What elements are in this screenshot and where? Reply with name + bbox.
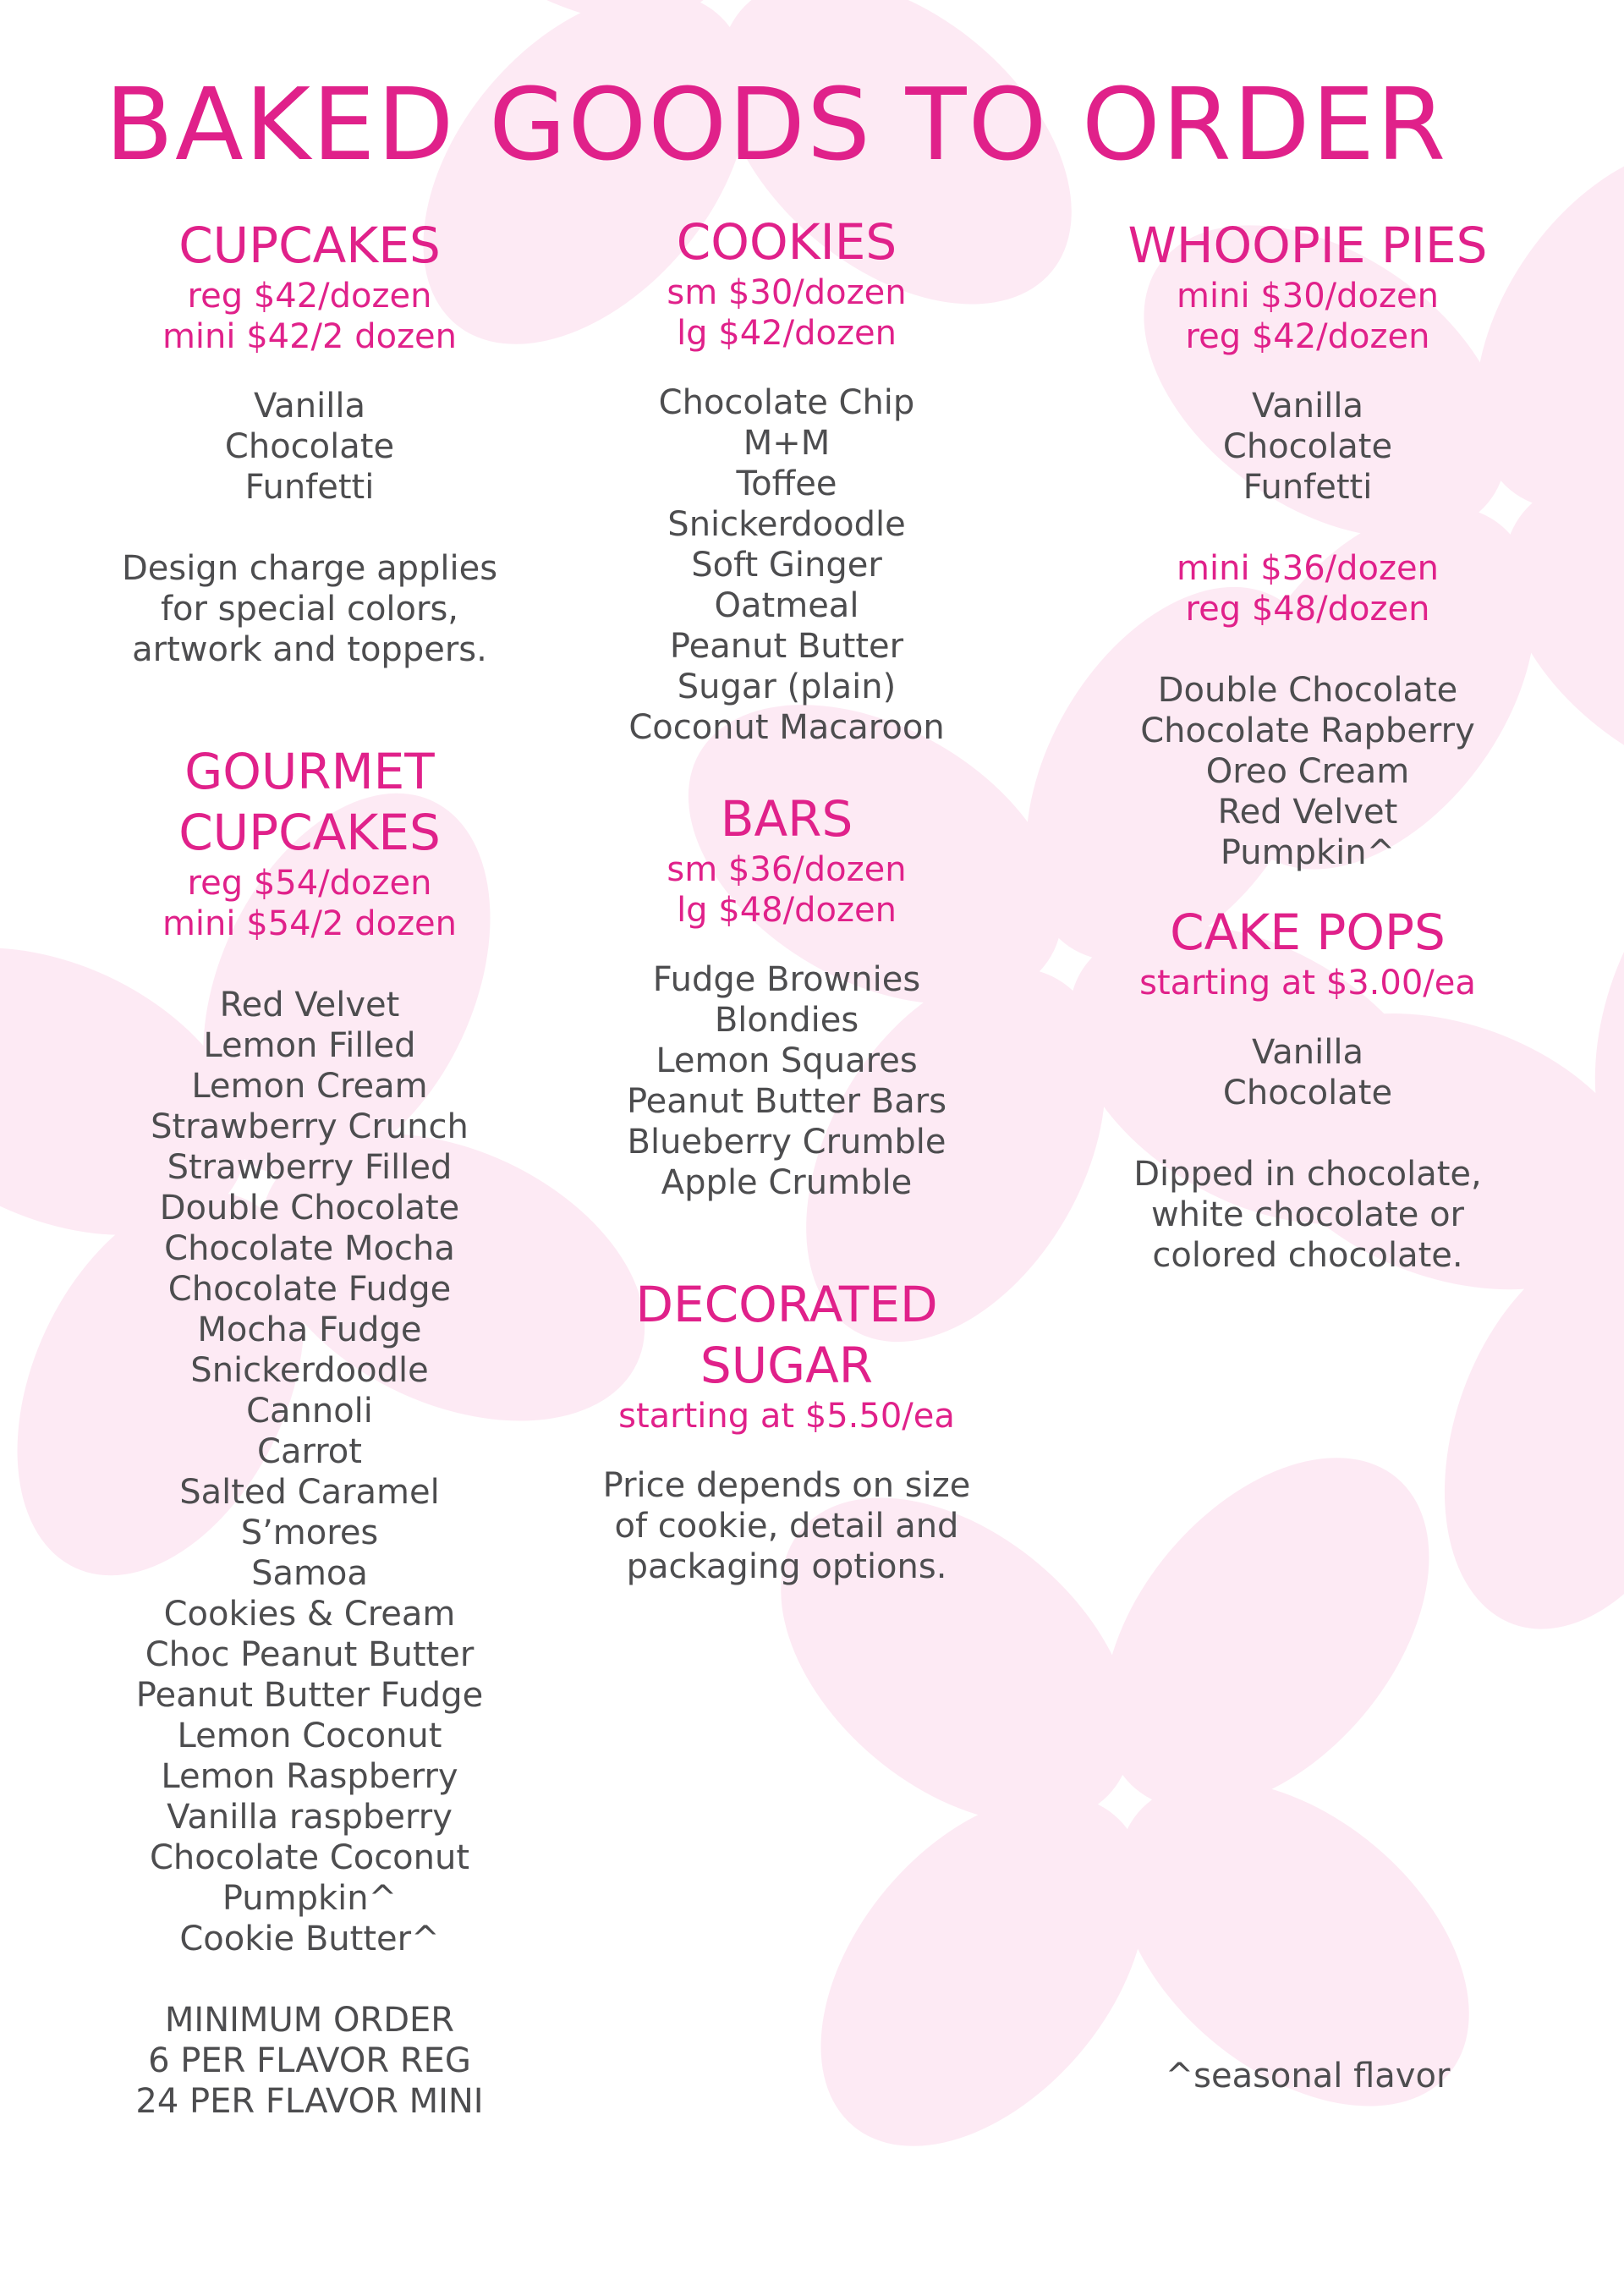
list-item: Lemon Raspberry <box>161 1757 458 1796</box>
list-item: Vanilla <box>254 387 365 426</box>
list-item: Double Chocolate <box>159 1189 460 1228</box>
list-item: Vanilla raspberry <box>167 1798 453 1837</box>
list-item: Salted Caramel <box>179 1473 440 1512</box>
list-item: Funfetti <box>244 468 375 507</box>
gourmet-cupcakes-heading: GOURMET CUPCAKES <box>178 743 441 861</box>
list-item: Carrot <box>257 1432 362 1471</box>
cake-pops-price: starting at $3.00/ea <box>1139 964 1476 1002</box>
list-item: Snickerdoodle <box>667 505 906 544</box>
cake-pops-heading: CAKE POPS <box>1170 904 1446 961</box>
list-item: Snickerdoodle <box>190 1351 429 1390</box>
list-item: Blueberry Crumble <box>627 1123 946 1162</box>
list-item: Fudge Brownies <box>652 960 921 999</box>
list-item: Lemon Coconut <box>177 1716 442 1755</box>
list-item: Oreo Cream <box>1205 752 1410 791</box>
list-item: Apple Crumble <box>661 1163 913 1202</box>
list-item: Lemon Cream <box>191 1067 428 1106</box>
cupcakes-heading: CUPCAKES <box>178 217 441 274</box>
cake-pops-note: Dipped in chocolate, white chocolate or colored chocolate. <box>1133 1155 1482 1275</box>
list-item: Lemon Filled <box>203 1026 416 1065</box>
whoopie-price-reg-premium: reg $48/dozen <box>1185 590 1430 629</box>
list-item: Funfetti <box>1243 468 1373 507</box>
whoopie-price-mini-premium: mini $36/dozen <box>1177 549 1439 588</box>
column-cupcakes <box>91 215 528 2122</box>
list-item: Coconut Macaroon <box>628 708 945 747</box>
list-item: Samoa <box>251 1554 368 1593</box>
bars-price-lg: lg $48/dozen <box>677 891 897 930</box>
list-item: Pumpkin^ <box>1220 833 1396 872</box>
list-item: Sugar (plain) <box>677 667 897 706</box>
whoopie-price-reg: reg $42/dozen <box>1185 317 1430 356</box>
cupcakes-design-note: Design charge applies for special colors, artwork and toppers. <box>121 549 498 669</box>
whoopie-flavor-list <box>1223 386 1392 508</box>
gourmet-price-mini: mini $54/2 dozen <box>162 904 458 943</box>
list-item: Choc Peanut Butter <box>145 1635 475 1674</box>
whoopie-pies-heading: WHOOPIE PIES <box>1127 217 1488 274</box>
list-item: Peanut Butter Bars <box>626 1082 947 1121</box>
decorated-sugar-price: starting at $5.50/ea <box>618 1397 955 1436</box>
list-item: Red Velvet <box>219 986 400 1024</box>
list-item: Double Chocolate <box>1157 671 1458 710</box>
list-item: Toffee <box>736 464 837 503</box>
list-item: Chocolate <box>1222 1074 1393 1112</box>
list-item: Peanut Butter Fudge <box>135 1676 484 1715</box>
list-item: Strawberry Filled <box>167 1148 453 1187</box>
bars-flavor-list <box>627 959 946 1203</box>
minimum-order-line: MINIMUM ORDER <box>164 2001 455 2040</box>
cupcakes-price-reg: reg $42/dozen <box>187 277 432 316</box>
list-item: Red Velvet <box>1217 793 1398 832</box>
list-item: Chocolate Fudge <box>167 1270 452 1309</box>
list-item: Chocolate Coconut <box>149 1838 470 1877</box>
list-item: Chocolate Mocha <box>164 1229 455 1268</box>
list-item: Peanut Butter <box>669 627 904 666</box>
list-item: Vanilla <box>1252 387 1363 426</box>
list-item: Mocha Fudge <box>197 1310 422 1349</box>
list-item: Chocolate <box>1222 427 1393 466</box>
bars-heading: BARS <box>720 790 853 848</box>
column-whoopie-pies <box>1091 215 1524 1276</box>
list-item: Cookies & Cream <box>163 1595 456 1634</box>
list-item: Pumpkin^ <box>222 1879 398 1918</box>
list-item: Lemon Squares <box>656 1041 918 1080</box>
bars-price-sm: sm $36/dozen <box>667 850 907 889</box>
column-cookies <box>592 211 981 1587</box>
decorated-sugar-note: Price depends on size of cookie, detail and packaging options. <box>602 1466 971 1586</box>
list-item: Chocolate <box>224 427 395 466</box>
decorated-sugar-heading: DECORATED SUGAR <box>635 1276 938 1394</box>
list-item: Cookie Butter^ <box>179 1920 440 1958</box>
minimum-order-note <box>135 2000 483 2122</box>
list-item: S’mores <box>240 1513 379 1552</box>
minimum-order-line: 24 PER FLAVOR MINI <box>135 2082 484 2121</box>
cupcakes-price-mini: mini $42/2 dozen <box>162 317 458 356</box>
cupcakes-flavor-list <box>225 386 394 508</box>
list-item: Vanilla <box>1252 1033 1363 1072</box>
cookies-price-lg: lg $42/dozen <box>677 314 897 353</box>
list-item: Chocolate Rapberry <box>1140 711 1475 750</box>
list-item: Cannoli <box>246 1392 373 1431</box>
list-item: Soft Ginger <box>691 546 882 585</box>
whoopie-price-mini: mini $30/dozen <box>1177 277 1439 316</box>
cookies-flavor-list <box>628 382 944 748</box>
list-item: Chocolate Chip <box>658 383 915 422</box>
cookies-price-sm: sm $30/dozen <box>667 273 907 312</box>
list-item: Strawberry Crunch <box>151 1107 469 1146</box>
list-item: M+M <box>743 424 831 463</box>
whoopie-premium-flavor-list <box>1140 670 1475 873</box>
minimum-order-line: 6 PER FLAVOR REG <box>148 2041 471 2080</box>
gourmet-price-reg: reg $54/dozen <box>187 864 432 903</box>
page-title: BAKED GOODS TO ORDER <box>105 66 1448 183</box>
seasonal-footnote: ^seasonal flavor <box>1165 2057 1451 2095</box>
cake-pops-flavor-list <box>1223 1032 1392 1113</box>
list-item: Blondies <box>714 1001 859 1040</box>
gourmet-flavor-list <box>136 985 483 1959</box>
cookies-heading: COOKIES <box>676 213 897 271</box>
list-item: Oatmeal <box>714 586 859 625</box>
